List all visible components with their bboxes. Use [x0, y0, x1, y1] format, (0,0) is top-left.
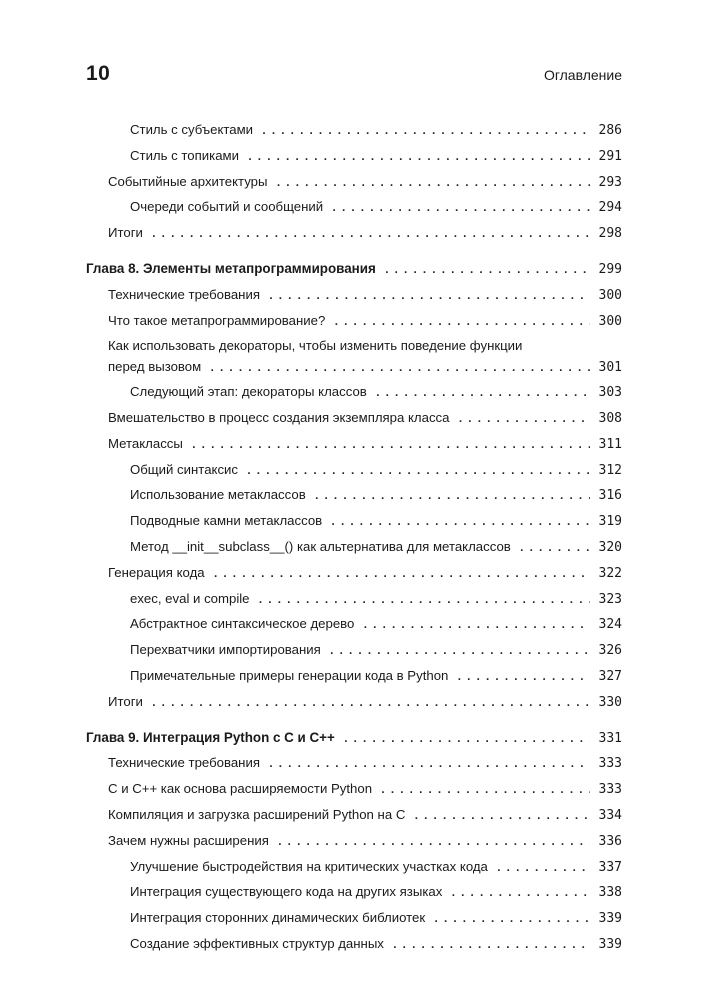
- toc-entry[interactable]: [86, 334, 622, 380]
- toc-entry-title: Как использовать декораторы, чтобы изменить поведение функции: [108, 338, 523, 354]
- toc-entry-title: Стиль с субъектами: [130, 122, 254, 137]
- toc-entry-page: 311: [598, 436, 622, 452]
- table-of-contents: [86, 118, 622, 958]
- toc-entry[interactable]: [86, 432, 622, 458]
- dot-leader: [384, 259, 590, 283]
- toc-entry-page: 339: [598, 936, 622, 952]
- toc-entry-title: Итоги: [108, 693, 143, 709]
- dot-leader: [261, 120, 590, 144]
- toc-entry-title: Интеграция сторонних динамических библиотек: [130, 910, 426, 926]
- toc-entry-page: 294: [598, 200, 622, 216]
- dot-leader: [213, 563, 590, 587]
- toc-entry[interactable]: [86, 170, 622, 196]
- toc-entry-page: 316: [598, 488, 622, 504]
- toc-entry-page: 334: [598, 807, 622, 823]
- toc-entry-title: Общий синтаксис: [130, 461, 238, 477]
- dot-leader: [268, 285, 590, 309]
- dot-leader: [268, 753, 590, 777]
- dot-leader: [246, 460, 590, 484]
- toc-entry-page: 298: [598, 226, 622, 242]
- dot-leader: [433, 908, 590, 932]
- dot-leader: [151, 223, 590, 247]
- toc-entry[interactable]: [86, 855, 622, 881]
- toc-entry-page: 293: [598, 174, 622, 190]
- toc-entry-page: 330: [598, 694, 622, 710]
- toc-entry-page: 324: [598, 617, 622, 633]
- toc-entry[interactable]: [86, 751, 622, 777]
- toc-entry-page: 301: [598, 360, 622, 376]
- toc-entry[interactable]: [86, 458, 622, 484]
- toc-entry-page: 336: [598, 833, 622, 849]
- toc-entry[interactable]: [86, 483, 622, 509]
- toc-entry-page: 338: [598, 885, 622, 901]
- toc-entry-title: Очереди событий и сообщений: [130, 199, 324, 215]
- toc-entry[interactable]: [86, 803, 622, 829]
- dot-leader: [457, 408, 590, 432]
- dot-leader: [519, 537, 590, 561]
- toc-entry-title: Технические требования: [108, 755, 260, 771]
- toc-entry-page: 333: [598, 782, 622, 798]
- toc-entry[interactable]: [86, 777, 622, 803]
- toc-entry-page: 312: [598, 462, 622, 478]
- toc-entry[interactable]: [86, 587, 622, 613]
- toc-entry-title: Зачем нужны расширения: [108, 832, 269, 848]
- toc-entry-page: 339: [598, 911, 622, 927]
- toc-entry-page: 323: [598, 591, 622, 607]
- toc-entry-title: Что такое метапрограммирование?: [108, 312, 326, 328]
- toc-entry[interactable]: [86, 221, 622, 247]
- dot-leader: [331, 197, 590, 221]
- toc-entry-page: 286: [598, 123, 622, 138]
- toc-entry-page: 327: [598, 668, 622, 684]
- toc-entry-title: Абстрактное синтаксическое дерево: [130, 616, 355, 632]
- dot-leader: [277, 831, 590, 855]
- dot-leader: [456, 666, 590, 690]
- toc-entry-title: Событийные архитектуры: [108, 173, 268, 189]
- toc-entry-title: Генерация кода: [108, 564, 205, 580]
- dot-leader: [496, 857, 590, 881]
- toc-entry-title: Итоги: [108, 225, 143, 241]
- dot-leader: [191, 434, 590, 458]
- dot-leader: [247, 146, 590, 170]
- dot-leader: [314, 485, 590, 509]
- toc-entry-page: 337: [598, 859, 622, 875]
- toc-entry[interactable]: [86, 283, 622, 309]
- toc-entry-title: Интеграция существующего кода на других языках: [130, 884, 443, 900]
- toc-entry-page: 303: [598, 385, 622, 401]
- toc-entry-title: Глава 9. Интеграция Python с C и C++: [86, 729, 335, 745]
- dot-leader: [209, 358, 590, 380]
- toc-entry-page: 326: [598, 643, 622, 659]
- toc-entry[interactable]: [86, 118, 622, 144]
- toc-entry-title: exec, eval и compile: [130, 590, 250, 606]
- toc-chapter[interactable]: [86, 257, 622, 283]
- toc-entry[interactable]: [86, 309, 622, 335]
- toc-entry-title: Использование метаклассов: [130, 487, 306, 503]
- toc-entry[interactable]: [86, 638, 622, 664]
- toc-entry-title: Стиль с топиками: [130, 147, 239, 163]
- dot-leader: [450, 882, 590, 906]
- toc-entry-page: 291: [598, 148, 622, 164]
- toc-entry-title: Глава 8. Элементы метапрограммирования: [86, 260, 376, 276]
- toc-entry[interactable]: [86, 195, 622, 221]
- toc-entry[interactable]: [86, 144, 622, 170]
- dot-leader: [258, 589, 590, 613]
- toc-entry[interactable]: [86, 380, 622, 406]
- toc-entry-title: Метод __init__subclass__() как альтернатива для метаклассов: [130, 538, 511, 554]
- dot-leader: [392, 934, 590, 958]
- toc-entry[interactable]: [86, 406, 622, 432]
- dot-leader: [375, 382, 590, 406]
- toc-entry-title: Следующий этап: декораторы классов: [130, 384, 367, 400]
- toc-entry-page: 322: [598, 565, 622, 581]
- toc-entry-page: 308: [598, 410, 622, 426]
- dot-leader: [362, 614, 590, 638]
- dot-leader: [329, 640, 590, 664]
- toc-entry[interactable]: [86, 932, 622, 958]
- toc-entry[interactable]: [86, 509, 622, 535]
- toc-entry-page: 333: [598, 756, 622, 772]
- toc-entry[interactable]: [86, 664, 622, 690]
- toc-entry[interactable]: [86, 561, 622, 587]
- toc-chapter[interactable]: [86, 726, 622, 752]
- toc-entry-title: Технические требования: [108, 286, 260, 302]
- toc-entry[interactable]: [86, 829, 622, 855]
- dot-leader: [380, 779, 590, 803]
- page-header: [86, 62, 622, 88]
- toc-entry[interactable]: [86, 612, 622, 638]
- dot-leader: [333, 311, 590, 335]
- toc-entry[interactable]: [86, 906, 622, 932]
- toc-entry-title: Улучшение быстродействия на критических участках кода: [130, 858, 488, 874]
- dot-leader: [151, 692, 590, 716]
- dot-leader: [413, 805, 590, 829]
- toc-entry-page: 320: [598, 539, 622, 555]
- dot-leader: [276, 172, 591, 196]
- dot-leader: [343, 728, 590, 752]
- dot-leader: [330, 511, 590, 535]
- toc-entry-page: 300: [598, 313, 622, 329]
- toc-entry-title: Перехватчики импортирования: [130, 642, 321, 658]
- running-title: Оглавление: [543, 67, 622, 83]
- toc-entry[interactable]: [86, 880, 622, 906]
- toc-entry-page: 299: [598, 261, 622, 277]
- toc-entry-title: Метаклассы: [108, 435, 183, 451]
- page-number: 10: [86, 62, 111, 85]
- toc-entry-title: Вмешательство в процесс создания экземпляра класса: [108, 409, 450, 425]
- toc-entry-title: перед вызовом: [108, 359, 202, 375]
- toc-entry-title: Компиляция и загрузка расширений Python на C: [108, 806, 406, 822]
- toc-entry-page: 331: [598, 730, 622, 746]
- toc-entry-title: C и C++ как основа расширяемости Python: [108, 781, 373, 797]
- toc-entry[interactable]: [86, 690, 622, 716]
- toc-entry-title: Примечательные примеры генерации кода в Python: [130, 667, 449, 683]
- toc-entry-title: Подводные камни метаклассов: [130, 513, 323, 529]
- toc-entry-page: 319: [598, 514, 622, 530]
- toc-entry-page: 300: [598, 287, 622, 303]
- toc-entry-title: Создание эффективных структур данных: [130, 935, 384, 951]
- toc-entry[interactable]: [86, 535, 622, 561]
